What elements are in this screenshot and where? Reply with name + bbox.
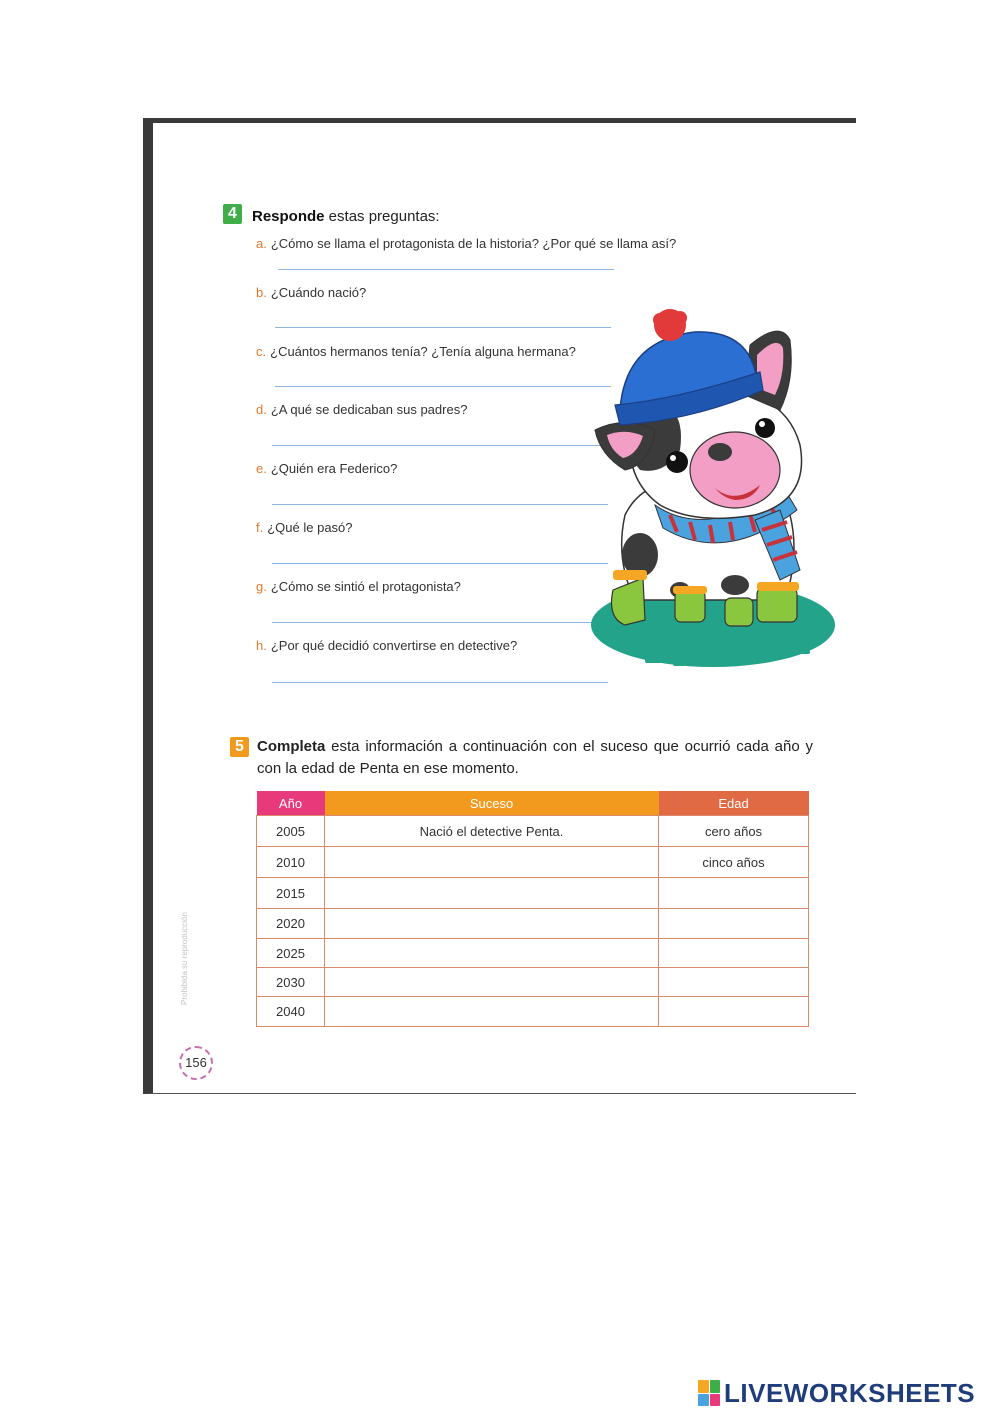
cell-event[interactable] (325, 909, 659, 939)
copyright-side-note: Prohibida su reproducción (180, 912, 189, 1005)
answer-line-a[interactable] (278, 269, 614, 270)
cell-year: 2015 (257, 878, 325, 909)
question-text: ¿Quién era Federico? (270, 461, 398, 476)
liveworksheets-brand (698, 1378, 975, 1408)
table-header-row (257, 791, 809, 816)
answer-line-f[interactable] (272, 563, 608, 564)
question-letter: f. (256, 520, 264, 535)
cell-age[interactable] (659, 997, 809, 1027)
section-4-title (252, 208, 440, 225)
section-4-title-bold: Responde (252, 208, 325, 225)
question-text: ¿Cuántos hermanos tenía? ¿Tenía alguna hermana? (270, 344, 576, 359)
question-h (256, 638, 517, 653)
section-4-title-rest: estas preguntas: (324, 208, 440, 225)
answer-line-e[interactable] (272, 504, 608, 505)
question-letter: d. (256, 402, 267, 417)
table-row (257, 939, 809, 968)
question-d (256, 402, 467, 417)
answer-line-g[interactable] (272, 622, 608, 623)
question-g (256, 579, 461, 594)
question-letter: a. (256, 236, 267, 251)
question-text: ¿Qué le pasó? (267, 520, 353, 535)
cell-event[interactable] (325, 997, 659, 1027)
question-f (256, 520, 353, 535)
question-text: ¿Cómo se sintió el protagonista? (270, 579, 461, 594)
cell-age[interactable] (659, 878, 809, 909)
events-table (256, 791, 809, 1027)
answer-line-h[interactable] (272, 682, 608, 683)
answer-line-b[interactable] (275, 327, 611, 328)
header-year: Año (257, 791, 325, 816)
cell-year: 2020 (257, 909, 325, 939)
section-5-instruction (257, 736, 813, 780)
section-4-badge: 4 (223, 204, 242, 224)
question-letter: g. (256, 579, 267, 594)
table-row (257, 997, 809, 1027)
header-age: Edad (659, 791, 809, 816)
liveworksheets-logo-icon (698, 1380, 720, 1406)
cell-event[interactable] (325, 968, 659, 997)
answer-line-d[interactable] (272, 445, 608, 446)
table-row (257, 878, 809, 909)
cell-age[interactable] (659, 939, 809, 968)
question-letter: h. (256, 638, 267, 653)
cell-event[interactable]: Nació el detective Penta. (325, 816, 659, 847)
section-5-title-bold: Completa (257, 738, 326, 755)
answer-line-c[interactable] (275, 386, 611, 387)
question-letter: b. (256, 285, 267, 300)
cell-year: 2040 (257, 997, 325, 1027)
question-text: ¿Cuándo nació? (270, 285, 367, 300)
header-event: Suceso (325, 791, 659, 816)
question-b (256, 285, 366, 300)
cell-year: 2005 (257, 816, 325, 847)
table-row (257, 816, 809, 847)
table-row (257, 909, 809, 939)
section-5-badge: 5 (230, 737, 249, 757)
question-e (256, 461, 397, 476)
cell-event[interactable] (325, 878, 659, 909)
cell-age[interactable]: cinco años (659, 847, 809, 878)
table-row (257, 968, 809, 997)
question-letter: e. (256, 461, 267, 476)
cell-year: 2025 (257, 939, 325, 968)
brand-name: LIVEWORKSHEETS (724, 1377, 976, 1408)
question-c (256, 344, 576, 359)
question-a (256, 236, 676, 251)
cell-age[interactable] (659, 968, 809, 997)
cell-year: 2010 (257, 847, 325, 878)
cell-age[interactable]: cero años (659, 816, 809, 847)
cell-year: 2030 (257, 968, 325, 997)
question-text: ¿Por qué decidió convertirse en detective? (270, 638, 518, 653)
question-letter: c. (256, 344, 267, 359)
cell-event[interactable] (325, 939, 659, 968)
cell-event[interactable] (325, 847, 659, 878)
section-5-title-rest: esta información a continuación con el suceso que ocurrió cada año y con la edad de Penta en ese momento. (257, 738, 813, 777)
question-text: ¿A qué se dedicaban sus padres? (270, 402, 468, 417)
table-row (257, 847, 809, 878)
question-text: ¿Cómo se llama el protagonista de la historia? ¿Por qué se llama así? (270, 236, 677, 251)
page-number: 156 (179, 1046, 213, 1080)
dog-illustration (585, 300, 835, 680)
cell-age[interactable] (659, 909, 809, 939)
